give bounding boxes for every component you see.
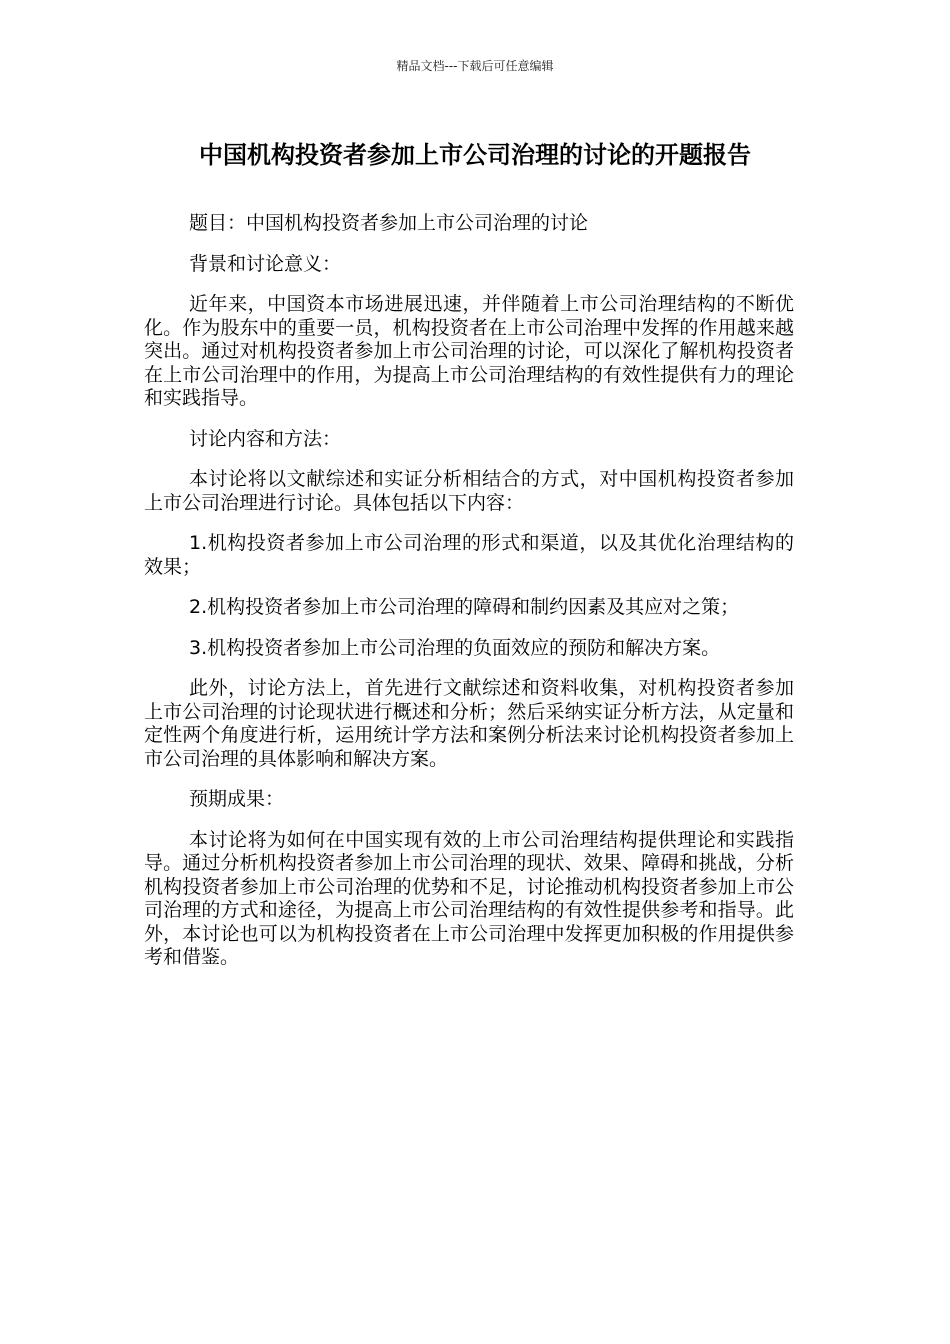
topic-line: 题目：中国机构投资者参加上市公司治理的讨论 (189, 212, 589, 234)
list-item-2: 2.机构投资者参加上市公司治理的障碍和制约因素及其应对之策； (189, 596, 740, 618)
section-heading-background: 背景和讨论意义： (189, 252, 342, 275)
method-paragraph: 此外，讨论方法上，首先进行文献综述和资料收集，对机构投资者参加上市公司治理的讨论现状进行概述和分析；然后采纳实证分析方法，从定量和定性两个角度进行析，运用统计学方法和案例分析法来讨论机构投资者参加上市公司治理的具体影响和解决方案。 (144, 677, 794, 770)
section-heading-expected-results: 预期成果： (189, 788, 285, 810)
section-heading-content-method: 讨论内容和方法： (189, 427, 342, 450)
expected-results-paragraph: 本讨论将为如何在中国实现有效的上市公司治理结构提供理论和实践指导。通过分析机构投资者参加上市公司治理的现状、效果、障碍和挑战，分析机构投资者参加上市公司治理的优势和不足，讨论推动机构投资者参加上市公司治理的方式和途径，为提高上市公司治理结构的有效性提供参考和指导。此外，本讨论也可以为机构投资者在上市公司治理中发挥更加积极的作用提供参考和借鉴。 (144, 828, 794, 968)
document-title: 中国机构投资者参加上市公司治理的讨论的开题报告 (199, 141, 751, 169)
list-item-1: 1.机构投资者参加上市公司治理的形式和渠道，以及其优化治理结构的效果； (144, 532, 794, 578)
document-body (144, 212, 794, 987)
header-note: 精品文档---下载后可任意编辑 (396, 59, 554, 73)
background-paragraph: 近年来，中国资本市场进展迅速，并伴随着上市公司治理结构的不断优化。作为股东中的重要一员，机构投资者在上市公司治理中发挥的作用越来越突出。通过对机构投资者参加上市公司治理的讨论，可以深化了解机构投资者在上市公司治理中的作用，为提高上市公司治理结构的有效性提供有力的理论和实践指导。 (144, 293, 794, 409)
list-item-3: 3.机构投资者参加上市公司治理的负面效应的预防和解决方案。 (189, 636, 721, 659)
content-intro-paragraph: 本讨论将以文献综述和实证分析相结合的方式，对中国机构投资者参加上市公司治理进行讨论。具体包括以下内容： (144, 468, 794, 514)
